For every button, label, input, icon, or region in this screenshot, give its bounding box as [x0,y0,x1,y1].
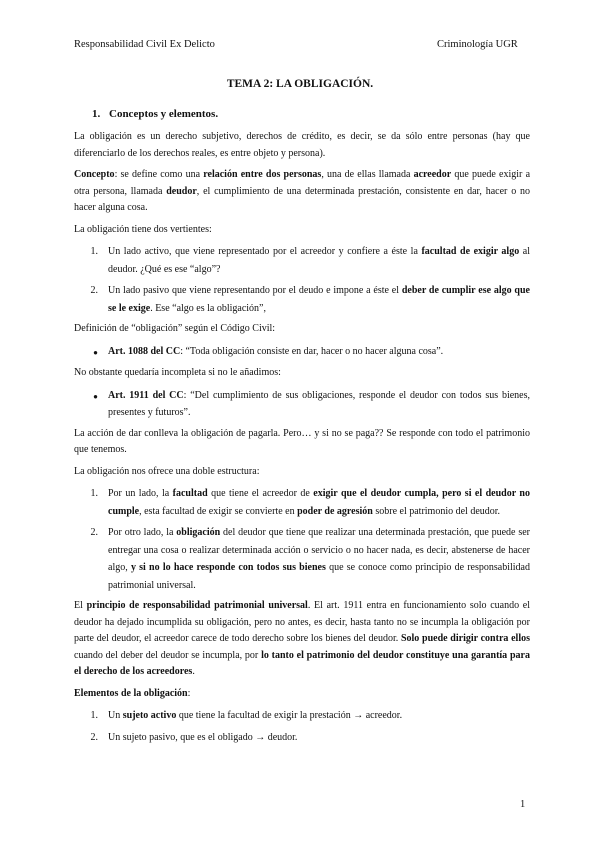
bullet-icon: ● [93,347,98,357]
paragraph-vertientes: La obligación tiene dos vertientes: [74,223,212,235]
list-item [74,524,530,594]
list-text: Un lado pasivo que viene representando por el deudo e impone a éste el deber de cumplir ese algo que se le exige. Ese “algo es la obligación”, [108,285,530,314]
list-number: 2. [90,731,98,743]
bullet-item [74,343,530,362]
paragraph-principio: El principio de responsabilidad patrimonial universal. El art. 1911 entra en funcionamiento solo cuando el deudor ha dejado incumplida su obligación, pero no antes, es decir, hasta tanto no se incumpla la obligación por parte del deudor, el acreedor carece de todo derecho sobre los bienes del deudor. Solo puede dirigir contra ellos cuando del deber del deudor se incumpla, por lo tanto el patrimonio del deudor constituye una garantía para el derecho de los acreedores. [74,600,530,677]
list-item [74,282,530,317]
list-text: Por un lado, la facultad que tiene el acreedor de exigir que el deudor cumpla, pero si el deudor no cumple, esta facultad de exigir se convierte en poder de agresión sobre el patrimonio del deudor. [108,488,530,517]
list-item [74,243,530,278]
document-title: TEMA 2: LA OBLIGACIÓN. [226,78,374,90]
list-number: 1. [90,246,98,257]
header-left: Responsabilidad Civil Ex Delicto [74,39,215,50]
list-text: Un lado activo, que viene representado por el acreedor y confiere a éste la facultad de exigir algo al deudor. ¿Qué es ese “algo”? [108,246,531,275]
paragraph-definition: Definición de “obligación” según el Código Civil: [74,323,276,334]
list-item [74,729,530,747]
document-body [74,108,530,750]
paragraph-elementos: Elementos de la obligación: [74,687,191,699]
list-item [74,707,530,725]
paragraph-intro: La obligación es un derecho subjetivo, derechos de crédito, es decir, se da sólo entre personas (hay que diferenciarlo de los derechos reales, es entre objeto y persona). [74,131,530,159]
paragraph-estructura: La obligación nos ofrece una doble estructura: [74,465,260,477]
list-text: Por otro lado, la obligación del deudor que tiene que realizar una determinada prestación, que puede ser entregar una cosa o realizar determinada acción o servicio o no hacer nada, es decir, abstenerse de hacer algo, y si no lo hace responde con todos sus bienes que se conoce como principio de responsabilidad patrimonial universal. [108,527,530,591]
bullet-item [74,387,530,422]
section-number: 1. [92,108,101,120]
list-item [74,485,530,520]
section-title: Conceptos y elementos. [109,108,219,120]
paragraph-incompleta: No obstante quedaría incompleta si no le añadimos: [74,367,281,378]
paragraph-concept: Concepto: se define como una relación entre dos personas, una de ellas llamada acreedor que puede exigir a otra persona, llamada deudor, el cumplimiento de una determinada prestación, consistente en dar, hacer o no hacer alguna cosa. [74,169,531,213]
list-text: Un sujeto activo que tiene la facultad de exigir la prestación → acreedor. [108,710,403,721]
bullet-text: Art. 1911 del CC: “Del cumplimiento de sus obligaciones, responde el deudor con todos sus bienes, presentes y futuros”. [108,389,530,418]
list-number: 2. [90,285,98,296]
list-number: 1. [90,710,98,721]
paragraph-pagar: La acción de dar conlleva la obligación de pagarla. Pero… y si no se paga?? Se responde con todo el patrimonio que tenemos. [74,427,530,455]
page-number: 1 [520,799,526,810]
list-text: Un sujeto pasivo, que es el obligado → deudor. [108,731,298,743]
bullet-icon: ● [93,391,98,401]
header-right: Criminología UGR [437,39,518,50]
list-number: 1. [90,488,98,499]
bullet-text: Art. 1088 del CC: “Toda obligación consiste en dar, hacer o no hacer alguna cosa”. [108,345,444,357]
list-number: 2. [90,527,98,538]
section-heading [92,108,530,120]
